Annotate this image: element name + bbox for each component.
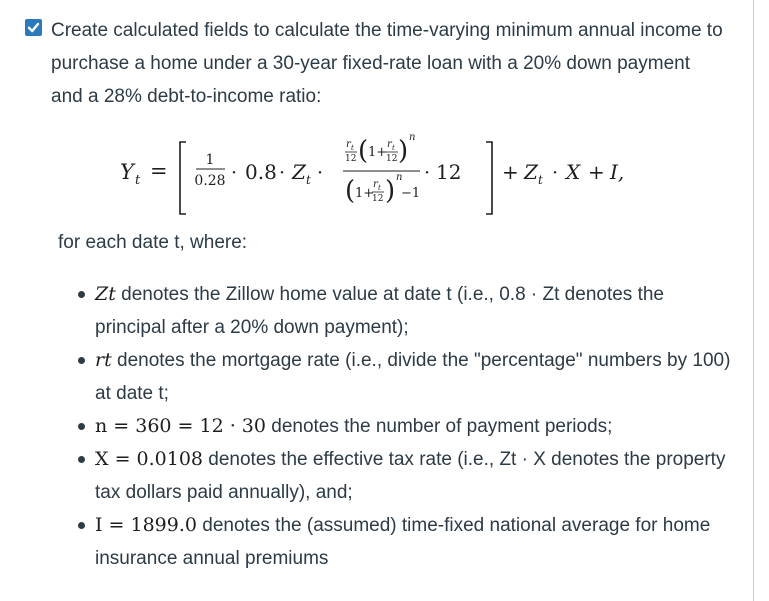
for-each-line: for each date t, where: — [58, 232, 248, 253]
svg-text:r: r — [387, 139, 392, 150]
svg-text:−1: −1 — [401, 186, 421, 201]
svg-text:·: · — [424, 162, 431, 184]
svg-text:·: · — [317, 162, 324, 184]
svg-text:12: 12 — [436, 160, 462, 184]
svg-text:t: t — [538, 173, 543, 187]
list-item: I = 1899.0 denotes the (assumed) time-fixed national average for home insurance annual premiums — [58, 509, 738, 575]
svg-text:·: · — [231, 162, 238, 184]
checkmark-icon — [27, 21, 40, 34]
svg-text:1+: 1+ — [368, 145, 388, 160]
svg-text:t: t — [351, 144, 354, 152]
svg-text:Z: Z — [292, 160, 306, 184]
svg-text:t: t — [392, 144, 395, 152]
left-bracket — [180, 142, 186, 214]
task-description: Create calculated fields to calculate the time-varying minimum annual income to purchase a home under a 30-year fixed-rate loan with a 20% down payment and a 28% debt-to-income ratio: — [51, 20, 723, 107]
definitions-list — [58, 278, 738, 575]
svg-text:+: + — [588, 160, 605, 184]
principal-factor: 0.8 — [245, 160, 277, 184]
svg-text:): ) — [385, 176, 396, 206]
svg-text:r: r — [373, 179, 378, 190]
income-formula — [100, 128, 700, 218]
svg-text:12: 12 — [372, 194, 384, 204]
task-item — [25, 14, 725, 113]
svg-text:t: t — [306, 173, 311, 187]
svg-text:r: r — [346, 139, 351, 150]
svg-text:n: n — [409, 132, 416, 143]
inverse-denominator: 0.28 — [194, 173, 226, 189]
right-bracket — [486, 142, 492, 214]
svg-text:·: · — [279, 162, 286, 184]
formula-lhs: Y — [120, 160, 134, 184]
svg-text:X: X — [566, 160, 581, 184]
svg-text:(: ( — [358, 136, 369, 166]
svg-text:Z: Z — [524, 160, 538, 184]
svg-text:1+: 1+ — [355, 186, 375, 201]
svg-text:·: · — [552, 162, 559, 184]
panel-divider — [753, 0, 754, 601]
list-item: rt denotes the mortgage rate (i.e., divide the "percentage" numbers by 100) at date t; — [58, 344, 738, 410]
svg-text:I,: I, — [610, 160, 625, 184]
svg-text:t: t — [135, 173, 141, 188]
inverse-numerator: 1 — [205, 152, 215, 168]
svg-text:12: 12 — [386, 154, 398, 164]
svg-text:=: = — [150, 159, 168, 183]
svg-text:t: t — [378, 184, 381, 192]
list-item: n = 360 = 12 · 30 denotes the number of payment periods; — [58, 410, 738, 443]
svg-text:+: + — [502, 160, 519, 184]
svg-text:(: ( — [345, 176, 356, 206]
svg-text:): ) — [398, 136, 409, 166]
svg-text:n: n — [396, 172, 403, 183]
task-checkbox[interactable] — [25, 19, 42, 36]
list-item: Zt denotes the Zillow home value at date t (i.e., 0.8 · Zt denotes the principal after a 20% down payment); — [58, 278, 738, 344]
list-item: X = 0.0108 denotes the effective tax rate (i.e., Zt · X denotes the property tax dollars paid annually), and; — [58, 443, 738, 509]
svg-text:12: 12 — [345, 154, 357, 164]
